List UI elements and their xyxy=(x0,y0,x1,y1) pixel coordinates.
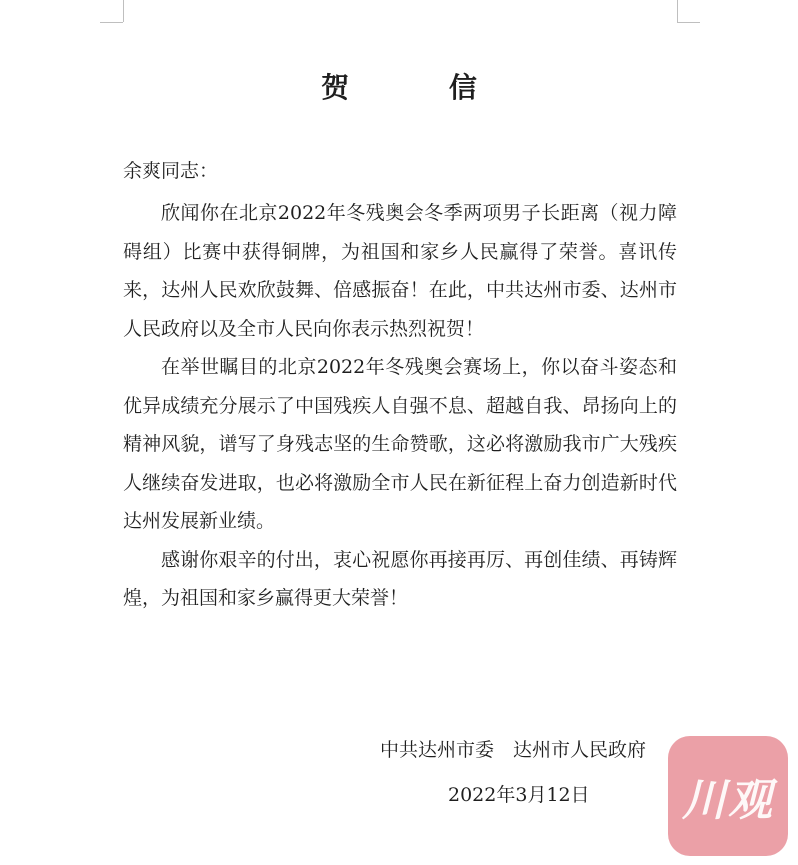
crop-mark-top-left-horizontal xyxy=(100,22,123,23)
body-paragraph-2: 在举世瞩目的北京2022年冬残奥会赛场上，你以奋斗姿态和优异成绩充分展示了中国残疾人自强不息、超越自我、昂扬向上的精神风貌，谱写了身残志坚的生命赞歌，这必将激励我市广大残疾人继续奋发进取，也必将激励全市人民在新征程上奋力创造新时代达州发展新业绩。 xyxy=(123,356,677,532)
signature-date: 2022年3月12日 xyxy=(448,784,590,806)
crop-mark-top-right-vertical xyxy=(677,0,678,22)
watermark-text: 川观 xyxy=(682,775,774,826)
crop-mark-top-left-vertical xyxy=(123,0,124,22)
signature-organizations: 中共达州市委 达州市人民政府 xyxy=(380,739,647,761)
chuanguan-logo-watermark xyxy=(668,736,788,856)
letter-body xyxy=(123,194,677,618)
body-paragraph-1: 欣闻你在北京2022年冬残奥会冬季两项男子长距离（视力障碍组）比赛中获得铜牌，为祖国和家乡人民赢得了荣誉。喜讯传来，达州人民欢欣鼓舞、倍感振奋！在此，中共达州市委、达州市人民政府以及全市人民向你表示热烈祝贺！ xyxy=(123,202,677,340)
letter-title: 贺 信 xyxy=(321,71,522,104)
salutation: 余爽同志： xyxy=(123,160,219,182)
body-paragraph-3: 感谢你艰辛的付出，衷心祝愿你再接再厉、再创佳绩、再铸辉煌，为祖国和家乡赢得更大荣誉！ xyxy=(123,548,677,609)
crop-mark-top-right-horizontal xyxy=(677,22,700,23)
